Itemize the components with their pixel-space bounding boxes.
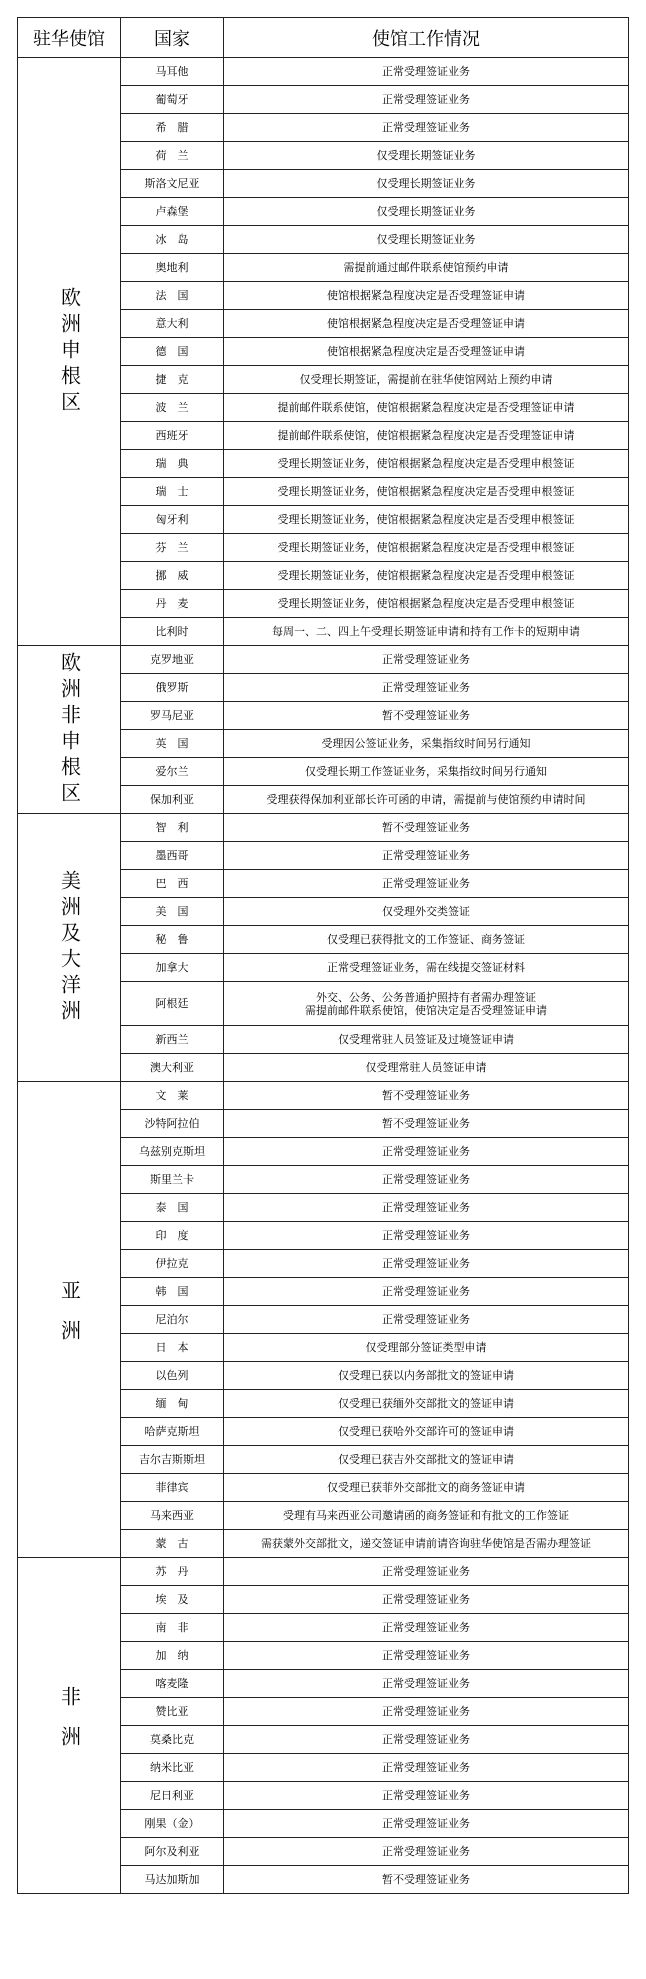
country-cell: 马耳他 xyxy=(121,58,224,86)
country-cell: 莫桑比克 xyxy=(121,1726,224,1754)
status-cell: 正常受理签证业务 xyxy=(224,674,629,702)
country-cell: 加 纳 xyxy=(121,1642,224,1670)
status-cell: 每周一、二、四上午受理长期签证申请和持有工作卡的短期申请 xyxy=(224,618,629,646)
status-cell: 仅受理已获哈外交部许可的签证申请 xyxy=(224,1418,629,1446)
country-cell: 希 腊 xyxy=(121,114,224,142)
status-cell: 需提前通过邮件联系使馆预约申请 xyxy=(224,254,629,282)
country-cell: 以色列 xyxy=(121,1362,224,1390)
country-cell: 保加利亚 xyxy=(121,786,224,814)
country-cell: 法 国 xyxy=(121,282,224,310)
country-cell: 韩 国 xyxy=(121,1278,224,1306)
status-cell: 使馆根据紧急程度决定是否受理签证申请 xyxy=(224,338,629,366)
status-cell: 仅受理长期签证业务 xyxy=(224,226,629,254)
country-cell: 埃 及 xyxy=(121,1586,224,1614)
country-cell: 瑞 士 xyxy=(121,478,224,506)
region-name: 亚洲 xyxy=(57,1279,82,1360)
status-cell: 受理长期签证业务，使馆根据紧急程度决定是否受理申根签证 xyxy=(224,450,629,478)
status-line: 外交、公务、公务普通护照持有者需办理签证 xyxy=(316,990,536,1004)
status-cell: 正常受理签证业务 xyxy=(224,1138,629,1166)
region-name: 欧洲申根区 xyxy=(57,286,82,417)
status-cell: 暂不受理签证业务 xyxy=(224,814,629,842)
status-cell: 受理长期签证业务，使馆根据紧急程度决定是否受理申根签证 xyxy=(224,590,629,618)
table-row xyxy=(18,58,629,86)
country-cell: 斯洛文尼亚 xyxy=(121,170,224,198)
country-cell: 墨西哥 xyxy=(121,842,224,870)
status-cell: 正常受理签证业务 xyxy=(224,58,629,86)
country-cell: 荷 兰 xyxy=(121,142,224,170)
status-cell xyxy=(224,982,629,1026)
country-cell: 苏 丹 xyxy=(121,1558,224,1586)
status-cell: 受理长期签证业务，使馆根据紧急程度决定是否受理申根签证 xyxy=(224,562,629,590)
country-cell: 葡萄牙 xyxy=(121,86,224,114)
country-cell: 伊拉克 xyxy=(121,1250,224,1278)
status-cell: 正常受理签证业务 xyxy=(224,1810,629,1838)
country-cell: 尼泊尔 xyxy=(121,1306,224,1334)
status-cell: 仅受理长期签证业务 xyxy=(224,198,629,226)
country-cell: 美 国 xyxy=(121,898,224,926)
region-cell xyxy=(18,646,121,814)
country-cell: 阿尔及利亚 xyxy=(121,1838,224,1866)
header-embassy: 驻华使馆 xyxy=(18,18,121,58)
country-cell: 泰 国 xyxy=(121,1194,224,1222)
country-cell: 加拿大 xyxy=(121,954,224,982)
status-cell: 暂不受理签证业务 xyxy=(224,702,629,730)
embassy-status-table xyxy=(17,17,629,1894)
status-cell: 需获蒙外交部批文，递交签证申请前请咨询驻华使馆是否需办理签证 xyxy=(224,1530,629,1558)
status-cell: 仅受理已获菲外交部批文的商务签证申请 xyxy=(224,1474,629,1502)
region-name: 欧洲非申根区 xyxy=(57,651,82,808)
status-cell: 受理获得保加利亚部长许可函的申请，需提前与使馆预约申请时间 xyxy=(224,786,629,814)
country-cell: 爱尔兰 xyxy=(121,758,224,786)
country-cell: 罗马尼亚 xyxy=(121,702,224,730)
status-cell: 仅受理已获缅外交部批文的签证申请 xyxy=(224,1390,629,1418)
status-cell: 暂不受理签证业务 xyxy=(224,1082,629,1110)
table-row xyxy=(18,646,629,674)
status-cell: 仅受理常驻人员签证及过境签证申请 xyxy=(224,1026,629,1054)
country-cell: 新西兰 xyxy=(121,1026,224,1054)
region-cell xyxy=(18,58,121,646)
status-cell: 仅受理长期工作签证业务，采集指纹时间另行通知 xyxy=(224,758,629,786)
country-cell: 日 本 xyxy=(121,1334,224,1362)
country-cell: 喀麦隆 xyxy=(121,1670,224,1698)
country-cell: 马达加斯加 xyxy=(121,1866,224,1894)
region-name: 美洲及大洋洲 xyxy=(57,869,82,1026)
country-cell: 俄罗斯 xyxy=(121,674,224,702)
table-row xyxy=(18,814,629,842)
country-cell: 秘 鲁 xyxy=(121,926,224,954)
country-cell: 巴 西 xyxy=(121,870,224,898)
status-cell: 仅受理外交类签证 xyxy=(224,898,629,926)
status-cell: 正常受理签证业务 xyxy=(224,86,629,114)
status-cell: 仅受理已获得批文的工作签证、商务签证 xyxy=(224,926,629,954)
country-cell: 斯里兰卡 xyxy=(121,1166,224,1194)
country-cell: 哈萨克斯坦 xyxy=(121,1418,224,1446)
status-cell: 正常受理签证业务 xyxy=(224,1306,629,1334)
status-cell: 正常受理签证业务 xyxy=(224,114,629,142)
status-cell: 仅受理长期签证，需提前在驻华使馆网站上预约申请 xyxy=(224,366,629,394)
status-cell: 正常受理签证业务 xyxy=(224,870,629,898)
country-cell: 澳大利亚 xyxy=(121,1054,224,1082)
status-cell: 受理长期签证业务，使馆根据紧急程度决定是否受理申根签证 xyxy=(224,506,629,534)
status-cell: 正常受理签证业务 xyxy=(224,1278,629,1306)
country-cell: 缅 甸 xyxy=(121,1390,224,1418)
country-cell: 芬 兰 xyxy=(121,534,224,562)
status-cell: 仅受理已获吉外交部批文的签证申请 xyxy=(224,1446,629,1474)
table-row xyxy=(18,1082,629,1110)
header-status: 使馆工作情况 xyxy=(224,18,629,58)
status-cell: 正常受理签证业务 xyxy=(224,842,629,870)
country-cell: 奥地利 xyxy=(121,254,224,282)
status-cell: 正常受理签证业务 xyxy=(224,1670,629,1698)
country-cell: 意大利 xyxy=(121,310,224,338)
table-body xyxy=(18,58,629,1894)
status-cell: 受理长期签证业务，使馆根据紧急程度决定是否受理申根签证 xyxy=(224,478,629,506)
status-cell: 提前邮件联系使馆，使馆根据紧急程度决定是否受理签证申请 xyxy=(224,422,629,450)
status-cell: 正常受理签证业务，需在线提交签证材料 xyxy=(224,954,629,982)
country-cell: 冰 岛 xyxy=(121,226,224,254)
status-cell: 正常受理签证业务 xyxy=(224,1586,629,1614)
status-cell: 正常受理签证业务 xyxy=(224,1726,629,1754)
country-cell: 卢森堡 xyxy=(121,198,224,226)
country-cell: 尼日利亚 xyxy=(121,1782,224,1810)
country-cell: 丹 麦 xyxy=(121,590,224,618)
country-cell: 马来西亚 xyxy=(121,1502,224,1530)
status-cell: 正常受理签证业务 xyxy=(224,1782,629,1810)
status-cell: 正常受理签证业务 xyxy=(224,1166,629,1194)
status-cell: 仅受理部分签证类型申请 xyxy=(224,1334,629,1362)
status-cell: 正常受理签证业务 xyxy=(224,1614,629,1642)
status-cell: 正常受理签证业务 xyxy=(224,1754,629,1782)
country-cell: 阿根廷 xyxy=(121,982,224,1026)
status-cell: 暂不受理签证业务 xyxy=(224,1866,629,1894)
country-cell: 智 利 xyxy=(121,814,224,842)
country-cell: 西班牙 xyxy=(121,422,224,450)
country-cell: 波 兰 xyxy=(121,394,224,422)
status-cell: 受理有马来西亚公司邀请函的商务签证和有批文的工作签证 xyxy=(224,1502,629,1530)
status-cell: 正常受理签证业务 xyxy=(224,1250,629,1278)
country-cell: 纳米比亚 xyxy=(121,1754,224,1782)
country-cell: 刚果（金） xyxy=(121,1810,224,1838)
status-cell: 正常受理签证业务 xyxy=(224,646,629,674)
region-cell xyxy=(18,1558,121,1894)
country-cell: 赞比亚 xyxy=(121,1698,224,1726)
status-cell: 正常受理签证业务 xyxy=(224,1222,629,1250)
country-cell: 文 莱 xyxy=(121,1082,224,1110)
country-cell: 南 非 xyxy=(121,1614,224,1642)
status-cell: 仅受理已获以内务部批文的签证申请 xyxy=(224,1362,629,1390)
status-cell: 受理长期签证业务，使馆根据紧急程度决定是否受理申根签证 xyxy=(224,534,629,562)
status-cell: 正常受理签证业务 xyxy=(224,1194,629,1222)
header-row xyxy=(18,18,629,58)
country-cell: 英 国 xyxy=(121,730,224,758)
region-cell xyxy=(18,814,121,1082)
status-cell: 正常受理签证业务 xyxy=(224,1642,629,1670)
status-cell: 使馆根据紧急程度决定是否受理签证申请 xyxy=(224,282,629,310)
country-cell: 比利时 xyxy=(121,618,224,646)
status-cell: 仅受理常驻人员签证申请 xyxy=(224,1054,629,1082)
country-cell: 沙特阿拉伯 xyxy=(121,1110,224,1138)
status-cell: 仅受理长期签证业务 xyxy=(224,142,629,170)
country-cell: 挪 威 xyxy=(121,562,224,590)
status-cell: 暂不受理签证业务 xyxy=(224,1110,629,1138)
status-cell: 正常受理签证业务 xyxy=(224,1698,629,1726)
country-cell: 吉尔吉斯斯坦 xyxy=(121,1446,224,1474)
country-cell: 瑞 典 xyxy=(121,450,224,478)
country-cell: 乌兹别克斯坦 xyxy=(121,1138,224,1166)
status-cell: 提前邮件联系使馆，使馆根据紧急程度决定是否受理签证申请 xyxy=(224,394,629,422)
country-cell: 克罗地亚 xyxy=(121,646,224,674)
status-cell: 使馆根据紧急程度决定是否受理签证申请 xyxy=(224,310,629,338)
country-cell: 蒙 古 xyxy=(121,1530,224,1558)
region-name: 非洲 xyxy=(57,1685,82,1766)
country-cell: 菲律宾 xyxy=(121,1474,224,1502)
country-cell: 匈牙利 xyxy=(121,506,224,534)
country-cell: 印 度 xyxy=(121,1222,224,1250)
status-cell: 受理因公签证业务，采集指纹时间另行通知 xyxy=(224,730,629,758)
header-country: 国家 xyxy=(121,18,224,58)
table-row xyxy=(18,1558,629,1586)
status-cell: 正常受理签证业务 xyxy=(224,1558,629,1586)
status-cell: 仅受理长期签证业务 xyxy=(224,170,629,198)
country-cell: 捷 克 xyxy=(121,366,224,394)
status-cell: 正常受理签证业务 xyxy=(224,1838,629,1866)
country-cell: 德 国 xyxy=(121,338,224,366)
region-cell xyxy=(18,1082,121,1558)
status-line: 需提前邮件联系使馆，使馆决定是否受理签证申请 xyxy=(305,1003,547,1017)
